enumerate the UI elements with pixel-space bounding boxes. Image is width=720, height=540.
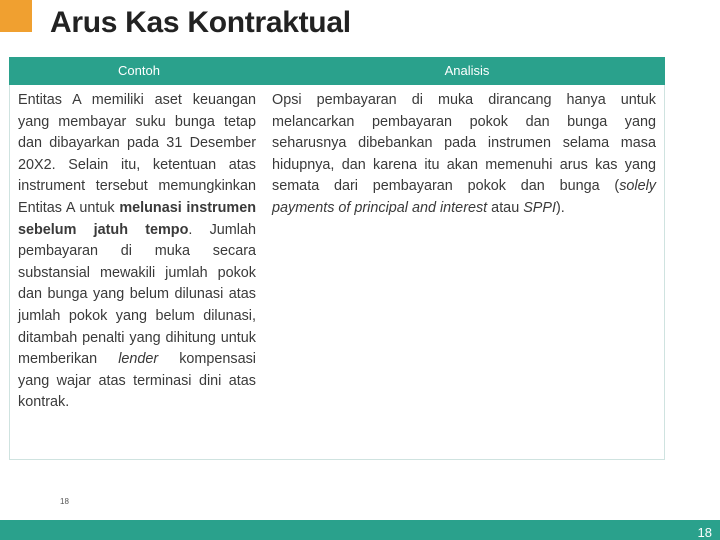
page-title: Arus Kas Kontraktual [50,6,351,39]
example-text-3: kompensasi yang wajar atas terminasi dini atas kontrak. [18,351,256,411]
analysis-text-3: ). [556,199,565,216]
analysis-text-1: Opsi pembayaran di muka dirancang hanya untuk melancarkan pembayaran pokok dan bunga yang seharusnya dibebankan pada instrumen selama masa hidupnya, dan karena itu akan memenuhi arus kas yang semata dari pembayaran pokok dan bunga ( [272,92,656,195]
accent-square [0,0,32,32]
example-text-1: Entitas A memiliki aset keuangan yang membayar suku bunga tetap dan dibayarkan pada 31 Desember 20X2. Selain itu, ketentuan atas instrument tersebut memungkinkan Entitas A untuk [18,92,256,216]
analysis-text-2: atau [487,199,524,216]
example-bold-text: melunasi instrumen sebelum jatuh tempo [18,199,256,238]
footer-bar [0,520,720,540]
analysis-italic-1: solely payments of principal and interest [272,178,656,216]
slide-number: 18 [697,525,712,540]
analysis-italic-2: SPPI [523,199,556,216]
analysis-cell [272,90,656,220]
example-cell [18,90,256,414]
small-page-number: 18 [60,497,69,506]
column-header-analisis: Analisis [444,63,490,78]
column-header-contoh: Contoh [118,63,160,78]
example-italic-text: lender [118,351,159,368]
example-text-2: . Jumlah pembayaran di muka secara substansial mewakili jumlah pokok dan bunga yang belum dilunasi atas jumlah pokok yang belum dilunasi, ditambah penalti yang dihitung untuk memberikan [18,221,257,368]
table-header [9,57,665,85]
